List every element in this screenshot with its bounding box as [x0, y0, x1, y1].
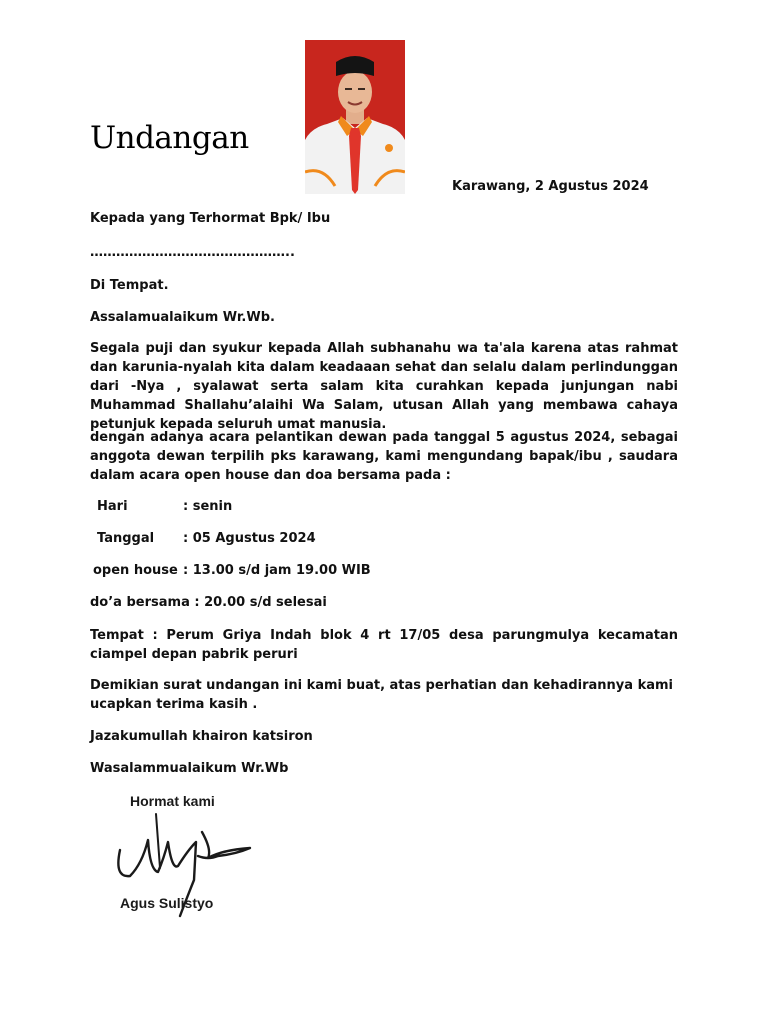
opening-greeting: Assalamualaikum Wr.Wb. — [90, 310, 275, 325]
paragraph-invitation: dengan adanya acara pelantikan dewan pada tanggal 5 agustus 2024, sebagai anggota dewan terpilih pks karawang, kami mengundang bapak/ibu , saudara dalam acara open house dan doa bersama pada : — [90, 430, 678, 483]
portrait-illustration — [305, 40, 405, 194]
paragraph-opening: Segala puji dan syukur kepada Allah subhanahu wa ta'ala karena atas rahmat dan karunia-nyalah kita dalam keadaaan sehat dan selalu dalam perlindunggan dari -Nya , syalawat serta salam kita curahkan kepada junjungan nabi Muhammad Shallahu’alaihi Wa Salam, utusan Allah yang membawa cahaya petunjuk kepada seluruh umat manusia. — [90, 341, 678, 432]
jazakumullah-line: Jazakumullah khairon katsiron — [90, 729, 313, 744]
signature-block — [90, 780, 262, 932]
closing-salam: Wasalammualaikum Wr.Wb — [90, 761, 289, 776]
signature-name: Agus Sulistyo — [120, 895, 214, 911]
signature-heading: Hormat kami — [130, 793, 215, 809]
openhouse-label: open house — [93, 563, 178, 578]
doa-line: do’a bersama : 20.00 s/d selesai — [90, 595, 327, 610]
hari-label: Hari — [97, 499, 128, 514]
signature-image — [90, 780, 262, 932]
closing-paragraph: Demikian surat undangan ini kami buat, atas perhatian dan kehadirannya kami ucapkan terima kasih . — [90, 678, 673, 712]
page-title: Undangan — [90, 120, 249, 156]
place-line: Di Tempat. — [90, 278, 169, 293]
openhouse-value: : 13.00 s/d jam 19.00 WIB — [183, 563, 371, 578]
letter-date: Karawang, 2 Agustus 2024 — [452, 179, 649, 194]
portrait-photo — [305, 40, 405, 194]
tanggal-value: : 05 Agustus 2024 — [183, 531, 316, 546]
recipient-line: Kepada yang Terhormat Bpk/ Ibu — [90, 211, 331, 226]
recipient-placeholder: ……………………………………….. — [90, 245, 295, 260]
hari-value: : senin — [183, 499, 233, 514]
tempat-line: Tempat : Perum Griya Indah blok 4 rt 17/05 desa parungmulya kecamatan ciampel depan pabrik peruri — [90, 628, 678, 662]
tanggal-label: Tanggal — [97, 531, 155, 546]
